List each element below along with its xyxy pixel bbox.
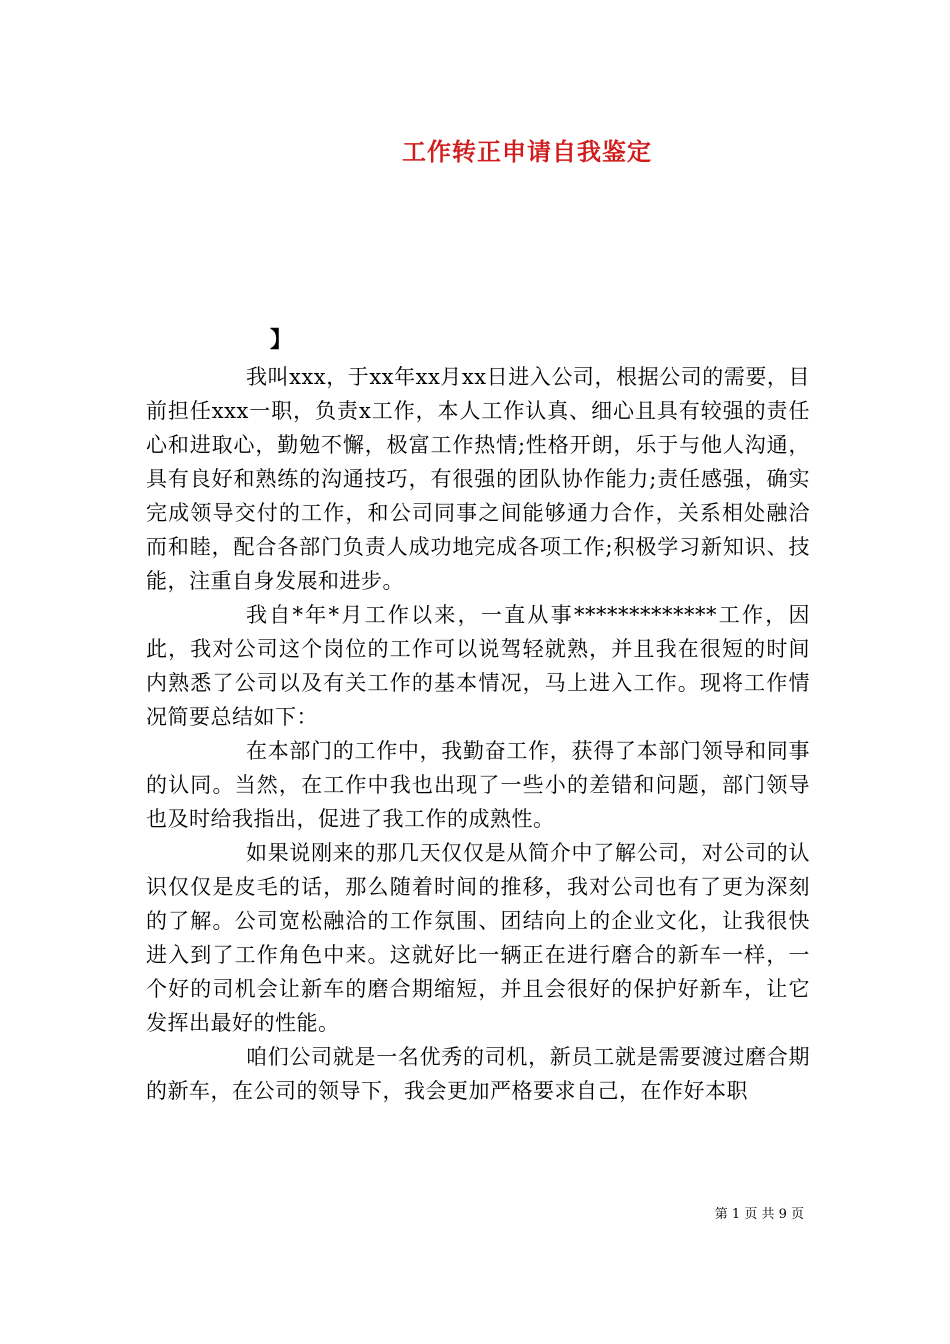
page-number-footer: 第 1 页 共 9 页: [714, 1207, 804, 1222]
paragraph-5: 咱们公司就是一名优秀的司机，新员工就是需要渡过磨合期的新车，在公司的领导下，我会更加严格要求自己，在作好本职: [146, 1045, 810, 1103]
paragraph-3: 在本部门的工作中，我勤奋工作，获得了本部门领导和同事的认同。当然，在工作中我也出现了一些小的差错和问题，部门领导也及时给我指出，促进了我工作的成熟性。: [146, 739, 810, 831]
paragraph-4: 如果说刚来的那几天仅仅是从简介中了解公司，对公司的认识仅仅是皮毛的话，那么随着时间的推移，我对公司也有了更为深刻的了解。公司宽松融洽的工作氛围、团结向上的企业文化，让我很快进入到了工作角色中来。这就好比一辆正在进行磨合的新车一样，一个好的司机会让新车的磨合期缩短，并且会很好的保护好新车，让它发挥出最好的性能。: [146, 841, 810, 1035]
closing-bracket: 】: [270, 327, 293, 353]
paragraph-2: 我自*年*月工作以来，一直从事*************工作，因此，我对公司这个岗位的工作可以说驾轻就熟，并且我在很短的时间内熟悉了公司以及有关工作的基本情况，马上进入工作。现将工作情况简要总结如下：: [146, 603, 810, 729]
document-title: 工作转正申请自我鉴定: [402, 137, 652, 166]
document-body: [146, 360, 810, 1108]
paragraph-1: 我叫xxx，于xx年xx月xx日进入公司，根据公司的需要，目前担任xxx一职，负责x工作，本人工作认真、细心且具有较强的责任心和进取心，勤勉不懈，极富工作热情;性格开朗，乐于与他人沟通，具有良好和熟练的沟通技巧，有很强的团队协作能力;责任感强，确实完成领导交付的工作，和公司同事之间能够通力合作，关系相处融洽而和睦，配合各部门负责人成功地完成各项工作;积极学习新知识、技能，注重自身发展和进步。: [146, 365, 810, 593]
